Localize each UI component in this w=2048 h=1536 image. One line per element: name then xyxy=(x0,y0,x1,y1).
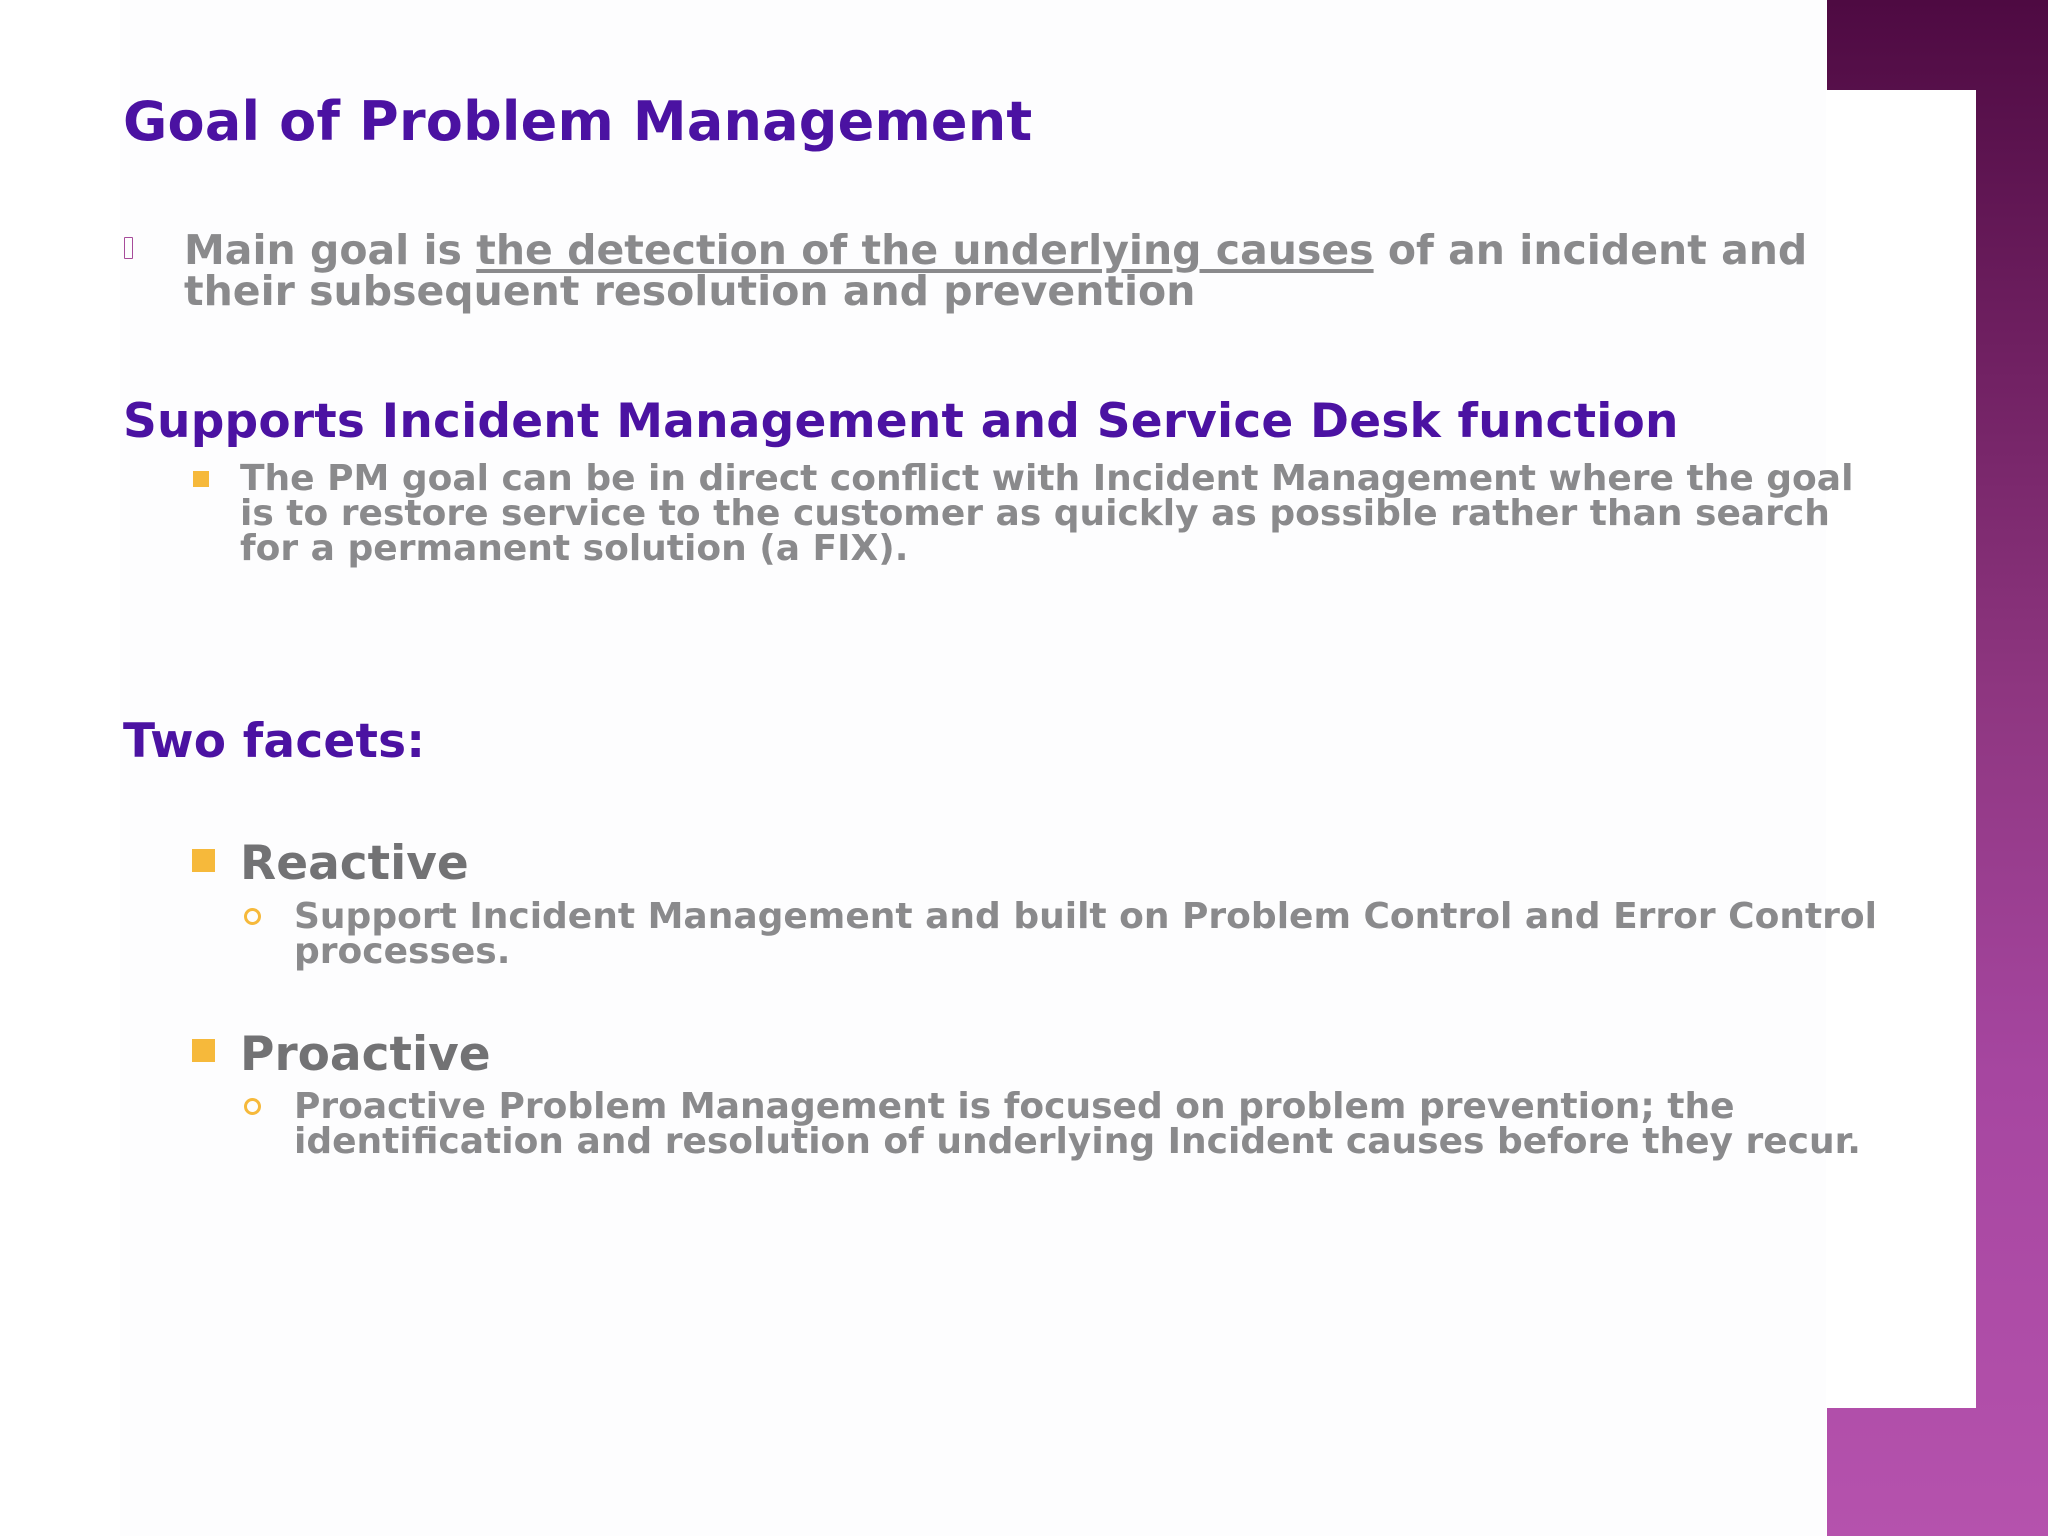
main-goal-text xyxy=(184,226,1844,315)
rectangle-bullet-icon xyxy=(124,237,133,259)
square-bullet-icon xyxy=(192,849,215,872)
main-goal-suffix: of an incident and their subsequent resolution and prevention xyxy=(184,226,1808,315)
slide-title: Goal of Problem Management xyxy=(123,90,1033,153)
main-goal-underlined: the detection of the underlying causes xyxy=(476,226,1374,274)
ring-bullet-icon xyxy=(244,908,261,925)
facet-label-proactive: Proactive xyxy=(240,1027,491,1082)
main-goal-prefix: Main goal is xyxy=(184,226,477,274)
facet-description-reactive: Support Incident Management and built on Problem Control and Error Control processes. xyxy=(294,896,1877,972)
supports-heading: Supports Incident Management and Service Desk function xyxy=(123,394,1679,449)
facet-description-proactive: Proactive Problem Management is focused on problem prevention; the identification and resolution of underlying Incident causes before they recur. xyxy=(294,1086,1861,1162)
ring-bullet-icon xyxy=(244,1098,261,1115)
square-bullet-icon xyxy=(193,471,209,487)
facets-heading: Two facets: xyxy=(123,714,426,769)
facet-label-reactive: Reactive xyxy=(240,836,469,891)
pm-conflict-text: The PM goal can be in direct conflict with Incident Management where the goal is to restore service to the customer as quickly as possible rather than search for a permanent solution (a FIX). xyxy=(240,458,1854,569)
square-bullet-icon xyxy=(192,1039,215,1062)
